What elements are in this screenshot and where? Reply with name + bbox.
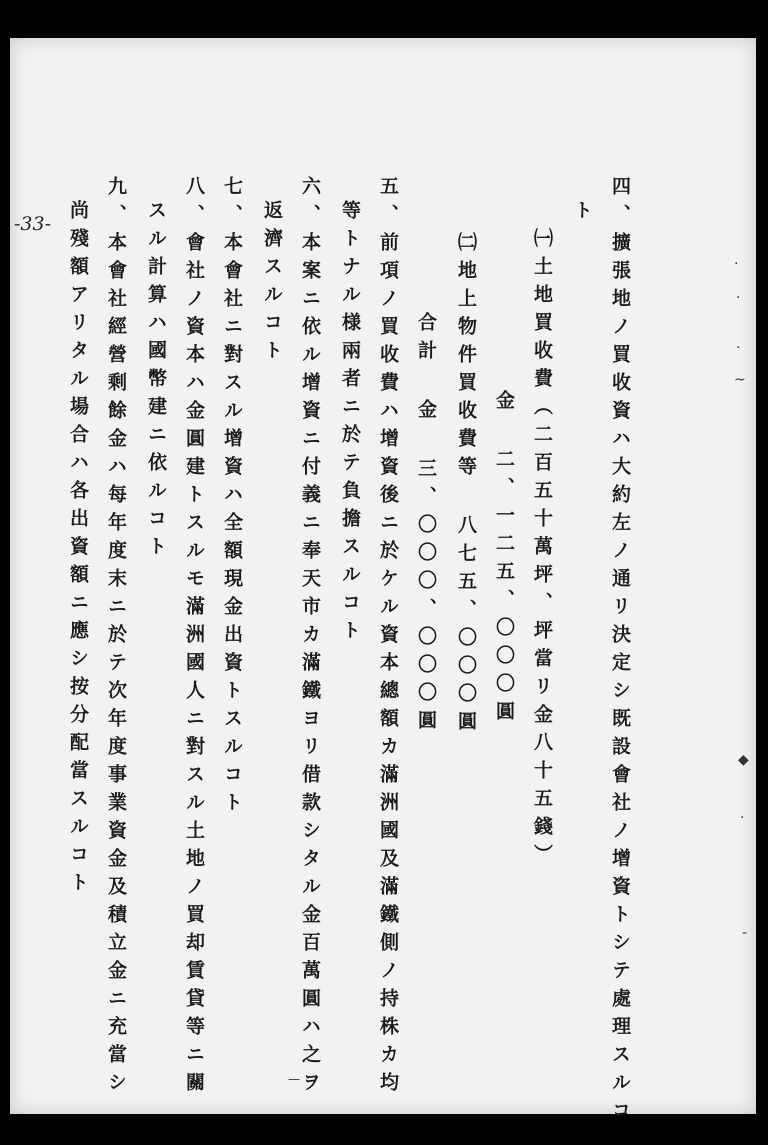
item-9-line-2: 尚殘額アリタル場合ハ各出資額ニ應シ按分配當スルコト (67, 200, 89, 900)
footer-mark: — (288, 1072, 300, 1086)
item-4-sub-1-amount: 金 二、一二五、〇〇〇圓 (493, 390, 515, 729)
page-number: -33- (14, 213, 52, 235)
item-4-sub-2: ㈡地上物件買收費等 八七五、〇〇〇圓 (455, 232, 477, 739)
item-6-line-2: 返濟スルコト (261, 200, 283, 368)
item-4-total: 合計 金 三、〇〇〇、〇〇〇圓 (415, 312, 437, 738)
item-8-line-1: 八、會社ノ資本ハ金圓建トスルモ滿洲國人ニ對スル土地ノ買却賃貸等ニ關 (183, 176, 205, 1100)
scan-mark: · (736, 290, 741, 306)
item-8-line-2: スル計算ハ國幣建ニ依ルコト (145, 200, 167, 564)
item-5-line-1: 五、前項ノ買收費ハ增資後ニ於ケル資本總額カ滿洲國及滿鐵側ノ持株カ均 (377, 176, 399, 1100)
item-9-line-1: 九、本會社經營剩餘金ハ每年度末ニ於テ次年度事業資金及積立金ニ充當シ (105, 176, 127, 1100)
scan-mark: ~ (734, 372, 746, 388)
item-4-line-1: 四、擴張地ノ買收資ハ大約左ノ通リ決定シ既設會社ノ增資トシテ處理スルコ (609, 176, 631, 1128)
item-4-line-2: ト (571, 200, 593, 228)
item-5-line-2: 等トナル様兩者ニ於テ負擔スルコト (339, 200, 361, 648)
scan-mark: ◆ (738, 752, 749, 768)
item-6-line-1: 六、本案ニ依ル增資ニ付義ニ奉天市カ滿鐵ヨリ借款シタル金百萬圓ハ之ヲ (299, 176, 321, 1100)
scan-mark: · (740, 810, 745, 826)
scan-mark: · (734, 256, 739, 272)
scan-mark: - (742, 925, 748, 941)
item-7: 七、本會社ニ對スル增資ハ全額現金出資トスルコト (221, 176, 243, 820)
item-4-sub-1: ㈠土地買收費（二百五十萬坪、坪當リ金八十五錢） (531, 228, 553, 872)
scan-mark: · (736, 340, 741, 356)
